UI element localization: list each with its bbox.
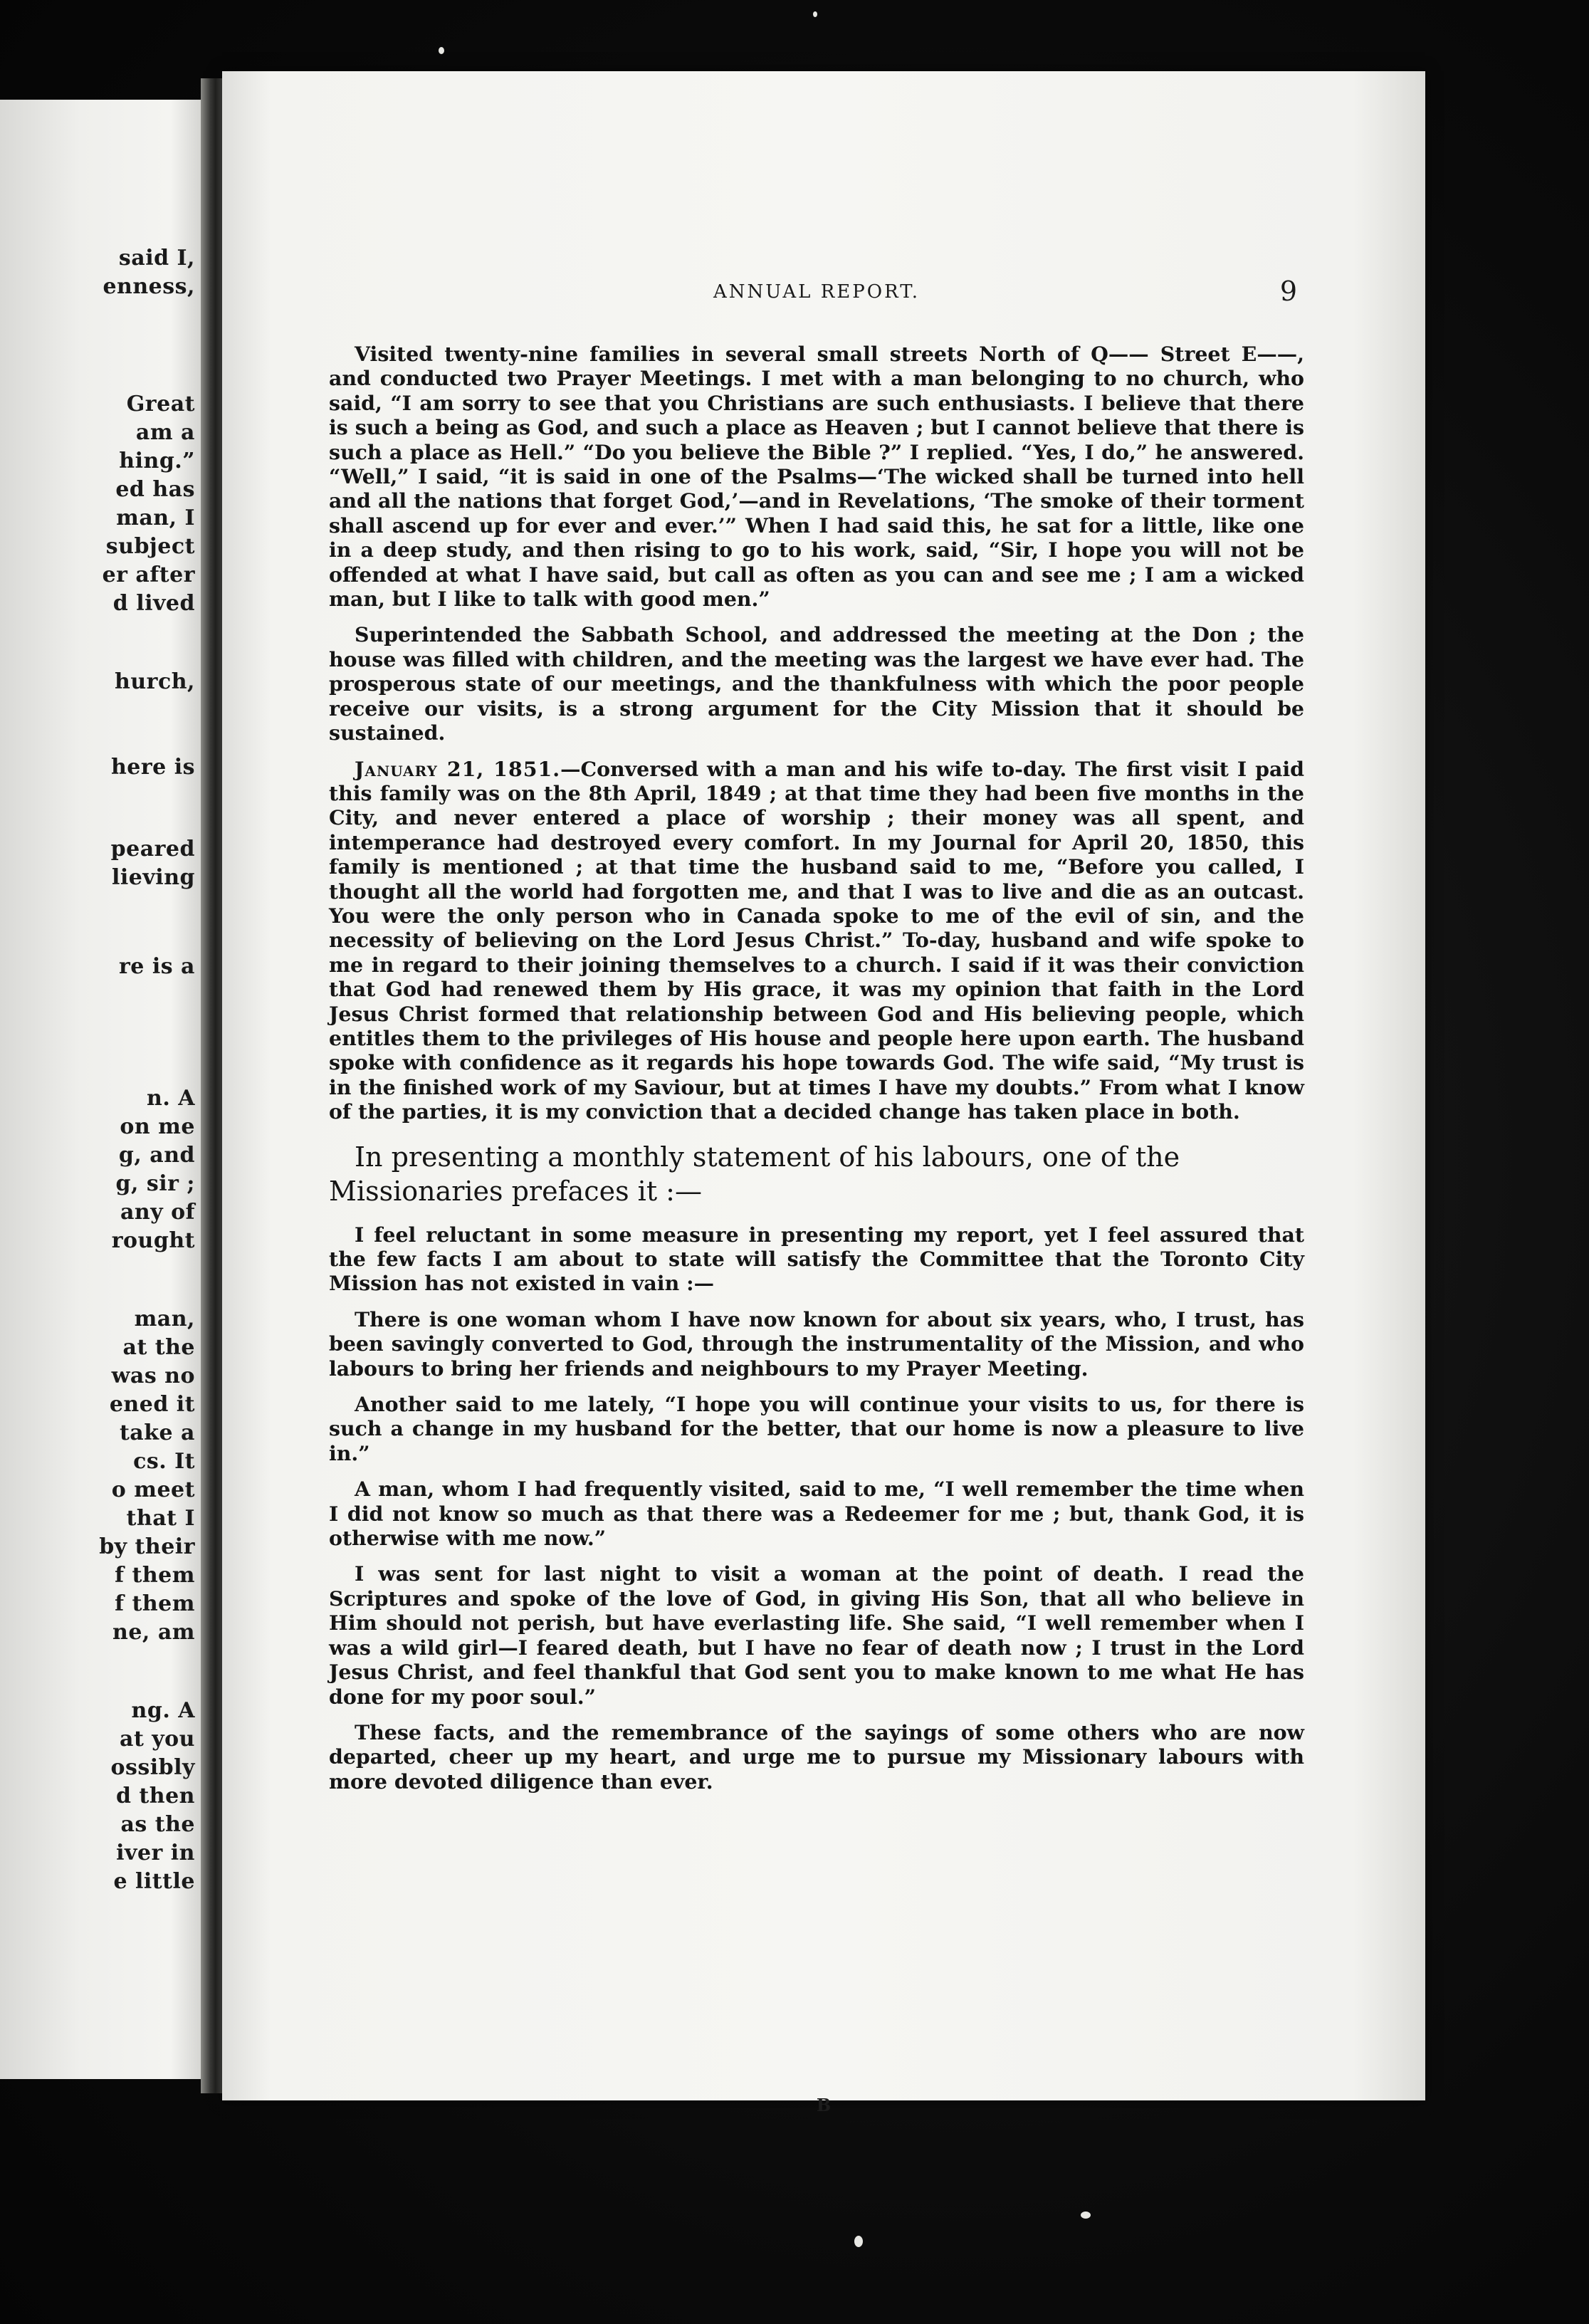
left-page-line-fragment: ng. A bbox=[131, 1698, 195, 1723]
left-page-line-fragment: at you bbox=[120, 1727, 195, 1752]
dust-speck bbox=[1081, 2212, 1091, 2219]
left-page-line-fragment: said I, bbox=[118, 246, 195, 271]
left-page-line-fragment: Great bbox=[126, 392, 195, 417]
paragraph-woman-converted: There is one woman whom I have now known for about six years, who, I trust, has been savingly converted to God, through the instrumentality of the Mission, and who labours to bring her friends and neighbours to my Prayer Meeting. bbox=[329, 1307, 1304, 1381]
left-page-line-fragment: n. A bbox=[147, 1086, 195, 1111]
entry-text: —Conversed with a man and his wife to-day. The first visit I paid this family was on the 8th April, 1849 ; at that time they had been five months in the City, and never entered a place of worship ; their money was all spent, and intemperance had destroyed every comfort. In my Journal for April 20, 1850, this family is mentioned ; at that time the husband said to me, “Before you called, I thought all the world had forgotten me, and that I was to live and die as an outcast. You were the only person who in Canada spoke to me of the evil of sin, and the necessity of believing on the Lord Jesus Christ.” To-day, husband and wife spoke to me in regard to their joining themselves to a church. I said if it was their conviction that God had renewed them by His grace, it was my opinion that faith in the Lord Jesus Christ formed that relationship between God and His believing people, which entitles them to the privileges of His house and people here upon earth. The husband spoke with confidence as it regards his hope towards God. The wife said, “My trust is in the finished work of my Saviour, but at times I have my doubts.” From what I know of the parties, it is my conviction that a decided change has taken place in both. bbox=[329, 756, 1304, 1124]
page-body bbox=[329, 342, 1304, 1805]
left-page-line-fragment: d lived bbox=[112, 591, 195, 616]
left-page-line-fragment: g, sir ; bbox=[115, 1171, 195, 1196]
signature-mark: B bbox=[816, 2095, 832, 2115]
left-page-line-fragment: man, bbox=[134, 1307, 195, 1331]
left-page-line-fragment: iver in bbox=[116, 1841, 195, 1865]
left-page-line-fragment: g, and bbox=[118, 1143, 195, 1168]
left-page-line-fragment: here is bbox=[110, 755, 195, 780]
dust-speck bbox=[854, 2236, 863, 2247]
left-page-line-fragment: take a bbox=[119, 1420, 195, 1445]
left-page-line-fragment: ne, am bbox=[112, 1620, 195, 1645]
left-page-line-fragment: cs. It bbox=[133, 1449, 195, 1474]
left-page-line-fragment: f them bbox=[115, 1591, 195, 1616]
right-page bbox=[222, 71, 1425, 2115]
left-page-line-fragment: hing.” bbox=[119, 449, 195, 473]
left-page-fragment bbox=[0, 100, 205, 2079]
paragraph-redeemer: A man, whom I had frequently visited, said to me, “I well remember the time when I did not know so much as that there was a Redeemer for me ; but, thank God, it is otherwise with me now.” bbox=[329, 1477, 1304, 1551]
left-page-line-fragment: re is a bbox=[118, 954, 195, 979]
paragraph-visit-q-street: Visited twenty-nine families in several small streets North of Q—— Street E——, and conducted two Prayer Meetings. I met with a man belonging to no church, who said, “I am sorry to see that you Christians are such enthusiasts. I believe that there is such a being as God, and such a place as Heaven ; but I cannot believe that there is such a place as Hell.” “Do you believe the Bible ?” I replied. “Yes, I do,” he answered. “Well,” I said, “it is said in one of the Psalms—‘The wicked shall be turned into hell and all the nations that forget God,’—and in Revelations, ‘The smoke of their torment shall ascend up for ever and ever.’” When I had said this, he sat for a little, like one in a deep study, and then rising to go to his work, said, “Sir, I hope you will not be offended at what I have said, but call as often as you can and see me ; I am a wicked man, but I like to talk with good men.” bbox=[329, 342, 1304, 612]
left-page-line-fragment: rought bbox=[111, 1228, 195, 1253]
left-page-line-fragment: er after bbox=[102, 562, 195, 587]
left-page-line-fragment: any of bbox=[120, 1200, 195, 1225]
left-page-line-fragment: ened it bbox=[109, 1392, 195, 1417]
paragraph-deathbed: I was sent for last night to visit a woman at the point of death. I read the Scriptures and spoke of the love of God, in giving His Son, that all who believe in Him should not perish, but have everlasting life. She said, “I well remember when I was a wild girl—I feared death, but I have no fear of death now ; I trust in the Lord Jesus Christ, and feel thankful that God sent you to make known to me what He has done for my poor soul.” bbox=[329, 1561, 1304, 1709]
running-head bbox=[329, 276, 1304, 310]
paragraph-january-entry bbox=[329, 757, 1304, 1124]
paragraph-closing: These facts, and the remembrance of the sayings of some others who are now departed, cheer up my heart, and urge me to pursue my Missionary labours with more devoted diligence than ever. bbox=[329, 1720, 1304, 1794]
section-lead-in: In presenting a monthly statement of his labours, one of the Missionaries prefaces it :— bbox=[329, 1141, 1180, 1207]
left-page-line-fragment: enness, bbox=[103, 274, 195, 299]
left-page-line-fragment: f them bbox=[115, 1563, 195, 1588]
left-page-line-fragment: ossibly bbox=[110, 1755, 195, 1780]
left-page-line-fragment: o meet bbox=[111, 1477, 195, 1502]
left-page-line-fragment: peared bbox=[110, 837, 195, 862]
paragraph-reluctant: I feel reluctant in some measure in presenting my report, yet I feel assured that the few facts I am about to state will satisfy the Committee that the Toronto City Mission has not existed in vain :— bbox=[329, 1222, 1304, 1296]
paragraph-husband-change: Another said to me lately, “I hope you will continue your visits to us, for there is such a change in my husband for the better, that our home is now a pleasure to live in.” bbox=[329, 1392, 1304, 1465]
left-page-line-fragment: was no bbox=[111, 1363, 195, 1388]
left-page-line-fragment: e little bbox=[113, 1869, 195, 1894]
left-page-line-fragment: at the bbox=[122, 1335, 195, 1360]
left-page-line-fragment: subject bbox=[105, 534, 195, 559]
left-page-line-fragment: hurch, bbox=[115, 669, 195, 694]
dust-speck bbox=[439, 47, 444, 54]
entry-date: January 21, 1851. bbox=[355, 756, 561, 781]
left-page-line-fragment: ed has bbox=[115, 477, 195, 502]
running-title: ANNUAL REPORT. bbox=[713, 281, 920, 303]
left-page-line-fragment: lieving bbox=[112, 865, 195, 890]
left-page-line-fragment: d then bbox=[116, 1784, 195, 1809]
left-page-line-fragment: that I bbox=[126, 1506, 195, 1531]
left-page-line-fragment: by their bbox=[99, 1534, 195, 1559]
left-page-line-fragment: am a bbox=[135, 420, 195, 445]
page-number: 9 bbox=[1279, 276, 1297, 307]
dust-speck bbox=[813, 11, 817, 17]
left-page-line-fragment: as the bbox=[120, 1812, 195, 1837]
paragraph-sabbath-school: Superintended the Sabbath School, and addressed the meeting at the Don ; the house was filled with children, and the meeting was the largest we have ever had. The prosperous state of our meetings, and the thankfulness with which the poor people receive our visits, is a strong argument for the City Mission that it should be sustained. bbox=[329, 622, 1304, 745]
left-page-line-fragment: on me bbox=[120, 1114, 195, 1139]
left-page-line-fragment: man, I bbox=[116, 506, 195, 530]
